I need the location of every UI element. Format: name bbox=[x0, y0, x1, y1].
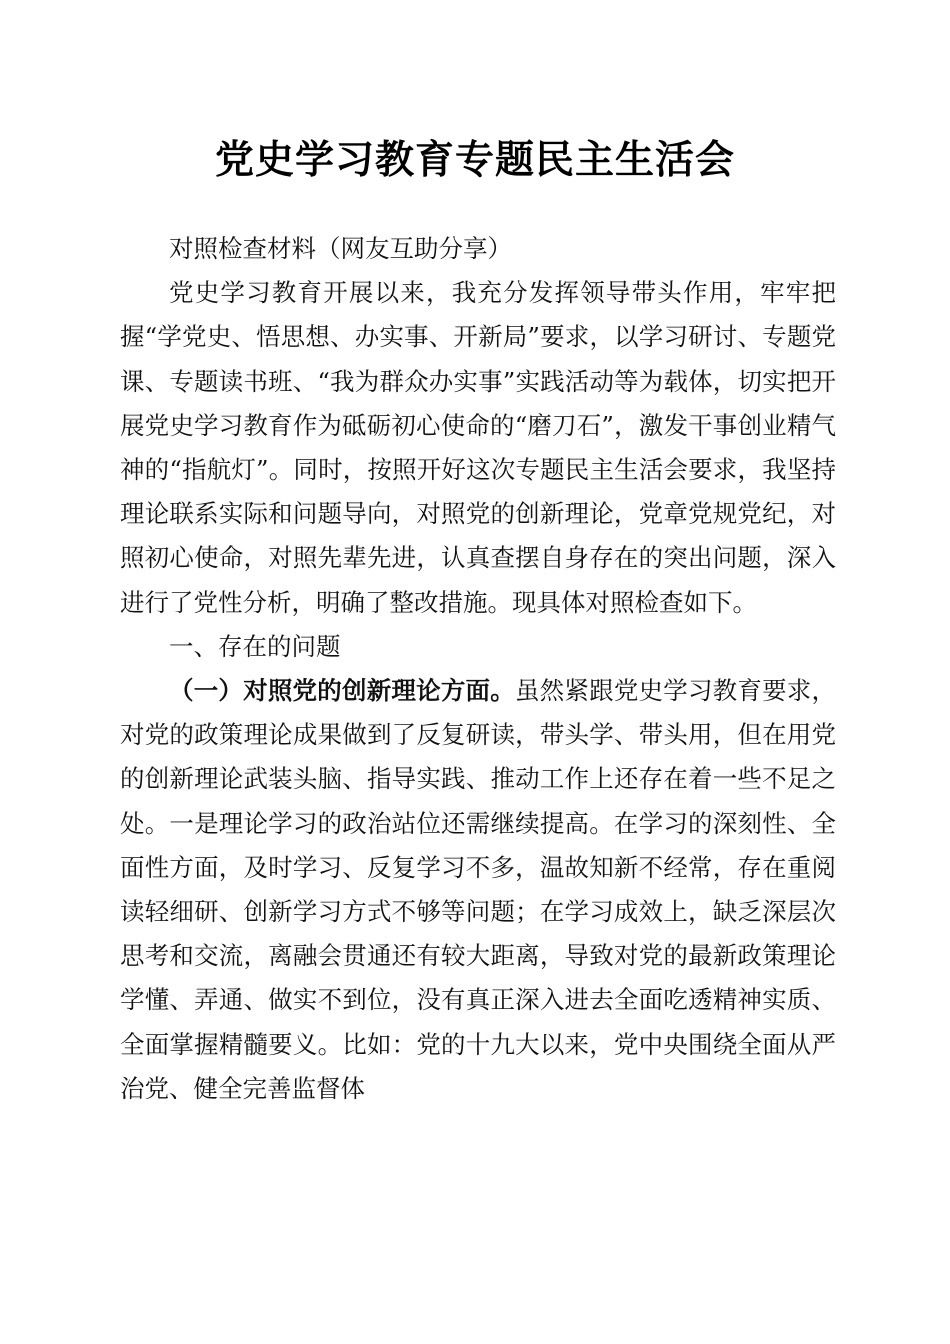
intro-paragraph: 党史学习教育开展以来，我充分发挥领导带头作用，牢牢把握“学党史、悟思想、办实事、开新局”要求，以学习研讨、专题党课、专题读书班、“我为群众办实事”实践活动等为载体，切实把开展党史学习教育作为砥砺初心使命的“磨刀石”，激发干事创业精气神的“指航灯”。同时，按照开好这次专题民主生活会要求，我坚持理论联系实际和问题导向，对照党的创新理论，党章党规党纪，对照初心使命，对照先辈先进，认真查摆自身存在的突出问题，深入进行了党性分析，明确了整改措施。现具体对照检查如下。 bbox=[120, 278, 836, 617]
document-title: 党史学习教育专题民主生活会 bbox=[214, 137, 735, 183]
item-body: 虽然紧跟党史学习教育要求，对党的政策理论成果做到了反复研读，带头学、带头用，但在用党的创新理论武装头脑、指导实践、推动工作上还存在着一些不足之处。一是理论学习的政治站位还需继续提高。在学习的深刻性、全面性方面，及时学习、反复学习不多，温故知新不经常，存在重阅读轻细研、创新学习方式不够等问题；在学习成效上，缺乏深层次思考和交流，离融会贯通还有较大距离，导致对党的最新政策理论学懂、弄通、做实不到位，没有真正深入进去全面吃透精神实质、全面掌握精髓要义。比如：党的十九大以来，党中央围绕全面从严治党、健全完善监督体 bbox=[120, 676, 837, 1103]
document-subtitle: 对照检查材料（网友互助分享） bbox=[169, 234, 512, 263]
section-heading: 一、存在的问题 bbox=[169, 631, 341, 661]
item-lead: （一）对照党的创新理论方面。 bbox=[169, 676, 515, 706]
item-paragraph bbox=[120, 669, 836, 1111]
document-body bbox=[120, 227, 836, 1111]
